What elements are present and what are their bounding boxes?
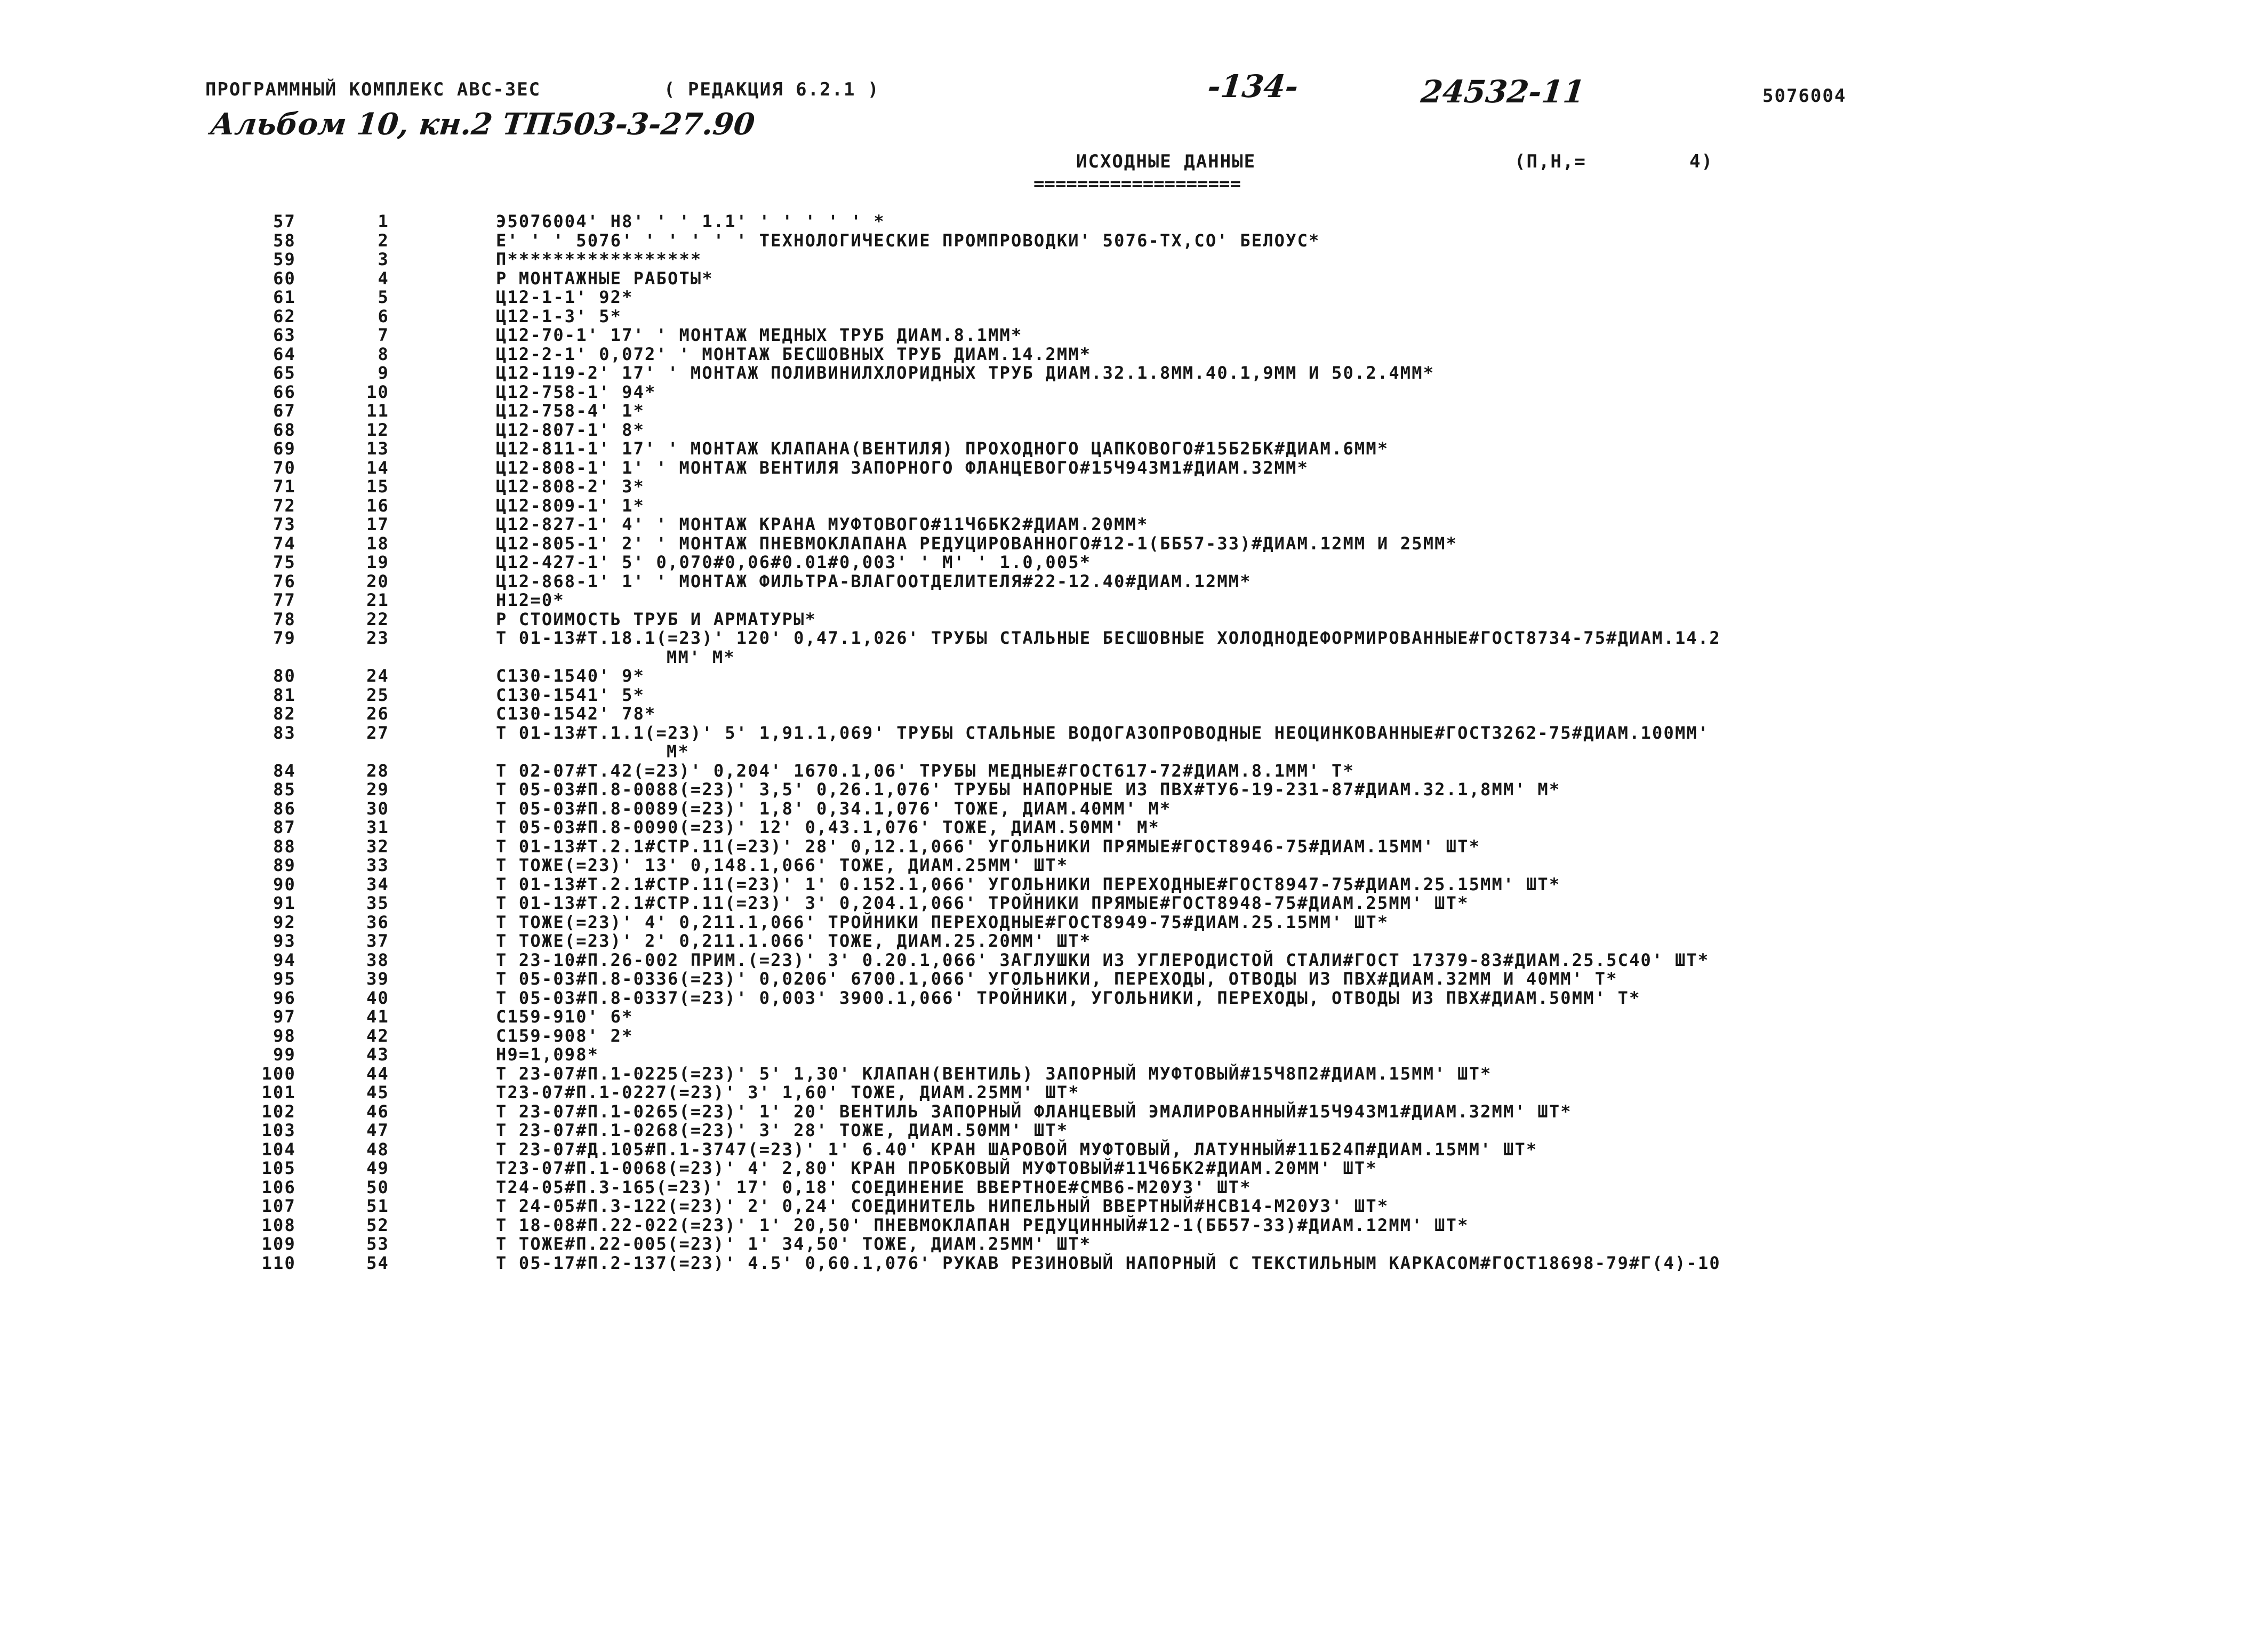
sheet-number: 4) — [1689, 151, 1713, 172]
row-record-number: 35 — [366, 893, 389, 913]
listing-row — [0, 1178, 2268, 1197]
row-content: Ц12-808-1' 1' ' МОНТАЖ ВЕНТИЛЯ ЗАПОРНОГО ФЛАНЦЕВОГО#15Ч943М1#ДИАМ.32ММ* — [496, 457, 1309, 478]
row-record-number: 17 — [366, 514, 389, 534]
listing-row — [0, 1197, 2268, 1216]
listing-row — [0, 572, 2268, 592]
row-line-number: 75 — [273, 552, 296, 572]
row-record-number: 21 — [366, 590, 389, 610]
row-line-number: 92 — [273, 912, 296, 932]
listing-row — [0, 667, 2268, 686]
listing-row — [0, 913, 2268, 932]
listing-row — [0, 989, 2268, 1008]
row-record-number: 22 — [366, 609, 389, 629]
row-record-number: 18 — [366, 533, 389, 554]
row-line-number: 87 — [273, 817, 296, 837]
row-line-number: 70 — [273, 457, 296, 478]
row-content: С159-910' 6* — [496, 1006, 634, 1027]
listing-row — [0, 440, 2268, 459]
row-record-number: 29 — [366, 779, 389, 800]
row-line-number: 103 — [261, 1120, 296, 1140]
listing-row — [0, 288, 2268, 307]
row-content: Ц12-758-1' 94* — [496, 381, 656, 402]
row-line-number: 69 — [273, 438, 296, 459]
row-content: С159-908' 2* — [496, 1025, 634, 1046]
row-content: Т ТОЖЕ#П.22-005(=23)' 1' 34,50' ТОЖЕ, ДИАМ.25ММ' ШТ* — [496, 1234, 1092, 1254]
listing-row — [0, 1121, 2268, 1140]
listing-row — [0, 345, 2268, 364]
row-content: Т24-05#П.3-165(=23)' 17' 0,18' СОЕДИНЕНИЕ ВВЕРТНОЕ#СМВ6-М20У3' ШТ* — [496, 1177, 1252, 1197]
row-content: Т 23-07#П.1-0265(=23)' 1' 20' ВЕНТИЛЬ ЗАПОРНЫЙ ФЛАНЦЕВЫЙ ЭМАЛИРОВАННЫЙ#15Ч943М1#ДИАМ.32ММ' ШТ* — [496, 1101, 1572, 1122]
row-record-number: 2 — [378, 230, 389, 251]
row-line-number: 93 — [273, 931, 296, 951]
row-line-number: 100 — [261, 1063, 296, 1084]
listing-row — [0, 1140, 2268, 1160]
row-content: Т 05-03#П.8-0337(=23)' 0,003' 3900.1,066' ТРОЙНИКИ, УГОЛЬНИКИ, ПЕРЕХОДЫ, ОТВОДЫ ИЗ ПВХ#ДИАМ.50ММ' Т* — [496, 987, 1641, 1008]
listing-row — [0, 837, 2268, 857]
listing-row — [0, 231, 2268, 251]
row-content: С130-1540' 9* — [496, 666, 645, 686]
row-content: Ц12-868-1' 1' ' МОНТАЖ ФИЛЬТРА-ВЛАГООТДЕЛИТЕЛЯ#22-12.40#ДИАМ.12ММ* — [496, 571, 1252, 592]
row-content: Ц12-427-1' 5' 0,070#0,06#0.01#0,003' ' М' ' 1.0,005* — [496, 552, 1092, 572]
listing-row — [0, 364, 2268, 383]
row-content: Т 05-03#П.8-0088(=23)' 3,5' 0,26.1,076' ТРУБЫ НАПОРНЫЕ ИЗ ПВХ#ТУ6-19-231-87#ДИАМ.32.1,8ММ' М* — [496, 779, 1561, 800]
row-content: С130-1541' 5* — [496, 684, 645, 705]
row-continuation: М* — [667, 741, 690, 762]
object-code: 5076004 — [1762, 85, 1847, 107]
row-line-number: 97 — [273, 1006, 296, 1027]
row-record-number: 39 — [366, 969, 389, 989]
row-line-number: 104 — [261, 1139, 296, 1160]
row-record-number: 19 — [366, 552, 389, 572]
row-record-number: 1 — [378, 211, 389, 231]
row-content: Т 23-07#Д.105#П.1-3747(=23)' 1' 6.40' КРАН ШАРОВОЙ МУФТОВЫЙ, ЛАТУННЫЙ#11Б24П#ДИАМ.15ММ' ШТ* — [496, 1139, 1538, 1160]
row-line-number: 77 — [273, 590, 296, 610]
row-line-number: 102 — [261, 1101, 296, 1122]
row-line-number: 107 — [261, 1196, 296, 1216]
document-code: 24532-11 — [1419, 74, 1587, 110]
row-record-number: 7 — [378, 325, 389, 345]
listing-row — [0, 307, 2268, 326]
row-line-number: 80 — [273, 666, 296, 686]
row-content: Ц12-808-2' 3* — [496, 476, 645, 497]
row-record-number: 4 — [378, 268, 389, 289]
row-record-number: 38 — [366, 949, 389, 970]
row-content: Ц12-1-3' 5* — [496, 306, 622, 326]
listing-row — [0, 1065, 2268, 1084]
row-content: Т ТОЖЕ(=23)' 4' 0,211.1,066' ТРОЙНИКИ ПЕРЕХОДНЫЕ#ГОСТ8949-75#ДИАМ.25.15ММ' ШТ* — [496, 912, 1389, 932]
listing-row — [0, 780, 2268, 800]
row-record-number: 11 — [366, 401, 389, 421]
row-record-number: 8 — [378, 343, 389, 364]
row-content: Е' ' ' 5076' ' ' ' ' ' ТЕХНОЛОГИЧЕСКИЕ ПРОМПРОВОДКИ' 5076-ТХ,СО' БЕЛОУС* — [496, 230, 1320, 251]
listing-row — [0, 459, 2268, 478]
listing-row — [0, 1216, 2268, 1235]
listing-row — [0, 1235, 2268, 1254]
row-content: Н12=0* — [496, 590, 565, 610]
row-line-number: 64 — [273, 343, 296, 364]
row-content: Т23-07#П.1-0068(=23)' 4' 2,80' КРАН ПРОБКОВЫЙ МУФТОВЫЙ#11Ч6БК2#ДИАМ.20ММ' ШТ* — [496, 1158, 1377, 1178]
row-line-number: 110 — [261, 1252, 296, 1273]
listing-row — [0, 970, 2268, 989]
program-name: ПРОГРАММНЫЙ КОМПЛЕКС АВС-3ЕС — [205, 79, 541, 100]
row-line-number: 109 — [261, 1234, 296, 1254]
row-content: С130-1542' 78* — [496, 704, 656, 724]
row-content: Т 05-17#П.2-137(=23)' 4.5' 0,60.1,076' РУКАВ РЕЗИНОВЫЙ НАПОРНЫЙ С ТЕКСТИЛЬНЫМ КАРКАСОМ#ГОСТ18698-79#Г(4)-10 — [496, 1252, 1721, 1273]
row-content: Ц12-827-1' 4' ' МОНТАЖ КРАНА МУФТОВОГО#11Ч6БК2#ДИАМ.20ММ* — [496, 514, 1149, 534]
row-record-number: 28 — [366, 760, 389, 781]
row-content: Ц12-1-1' 92* — [496, 287, 634, 307]
row-record-number: 26 — [366, 704, 389, 724]
row-record-number: 41 — [366, 1006, 389, 1027]
row-line-number: 76 — [273, 571, 296, 592]
edition-label: ( РЕДАКЦИЯ 6.2.1 ) — [664, 79, 880, 100]
row-content: П***************** — [496, 249, 702, 269]
row-line-number: 99 — [273, 1044, 296, 1065]
row-line-number: 61 — [273, 287, 296, 307]
row-record-number: 44 — [366, 1063, 389, 1084]
row-record-number: 46 — [366, 1101, 389, 1122]
listing-row — [0, 1102, 2268, 1122]
row-line-number: 84 — [273, 760, 296, 781]
listing-row — [0, 212, 2268, 231]
listing-row — [0, 269, 2268, 289]
row-record-number: 43 — [366, 1044, 389, 1065]
listing-row — [0, 1083, 2268, 1102]
row-line-number: 101 — [261, 1082, 296, 1102]
row-content: Т 05-03#П.8-0336(=23)' 0,0206' 6700.1,066' УГОЛЬНИКИ, ПЕРЕХОДЫ, ОТВОДЫ ИЗ ПВХ#ДИАМ.32ММ И 40ММ' Т* — [496, 969, 1618, 989]
row-line-number: 98 — [273, 1025, 296, 1046]
row-record-number: 33 — [366, 855, 389, 875]
sheet-label: (П,Н,= — [1514, 151, 1586, 172]
row-content: Т 01-13#Т.2.1#СТР.11(=23)' 1' 0.152.1,066' УГОЛЬНИКИ ПЕРЕХОДНЫЕ#ГОСТ8947-75#ДИАМ.25.15ММ' ШТ* — [496, 874, 1561, 894]
row-content: Ц12-809-1' 1* — [496, 495, 645, 516]
row-line-number: 94 — [273, 949, 296, 970]
row-content: Т 23-07#П.1-0225(=23)' 5' 1,30' КЛАПАН(ВЕНТИЛЬ) ЗАПОРНЫЙ МУФТОВЫЙ#15Ч8П2#ДИАМ.15ММ' ШТ* — [496, 1063, 1492, 1084]
listing-row — [0, 705, 2268, 724]
row-record-number: 9 — [378, 363, 389, 383]
row-record-number: 47 — [366, 1120, 389, 1140]
row-line-number: 68 — [273, 419, 296, 440]
row-line-number: 74 — [273, 533, 296, 554]
row-line-number: 81 — [273, 684, 296, 705]
row-content: Т 01-13#Т.2.1#СТР.11(=23)' 28' 0,12.1,066' УГОЛЬНИКИ ПРЯМЫЕ#ГОСТ8946-75#ДИАМ.15ММ' ШТ* — [496, 836, 1481, 857]
row-content: Ц12-805-1' 2' ' МОНТАЖ ПНЕВМОКЛАПАНА РЕДУЦИРОВАННОГО#12-1(ББ57-33)#ДИАМ.12ММ И 25ММ* — [496, 533, 1458, 554]
listing-row — [0, 250, 2268, 269]
row-record-number: 31 — [366, 817, 389, 837]
row-record-number: 24 — [366, 666, 389, 686]
row-content: Т 05-03#П.8-0090(=23)' 12' 0,43.1,076' ТОЖЕ, ДИАМ.50ММ' М* — [496, 817, 1160, 837]
listing-row — [0, 1027, 2268, 1046]
row-continuation: ММ' М* — [667, 646, 735, 667]
row-record-number: 15 — [366, 476, 389, 497]
row-line-number: 79 — [273, 628, 296, 648]
row-record-number: 13 — [366, 438, 389, 459]
row-line-number: 95 — [273, 969, 296, 989]
listing-row — [0, 497, 2268, 516]
row-content: Ц12-2-1' 0,072' ' МОНТАЖ БЕСШОВНЫХ ТРУБ ДИАМ.14.2ММ* — [496, 343, 1092, 364]
row-record-number: 10 — [366, 381, 389, 402]
row-line-number: 88 — [273, 836, 296, 857]
row-record-number: 20 — [366, 571, 389, 592]
row-content: Т ТОЖЕ(=23)' 13' 0,148.1,066' ТОЖЕ, ДИАМ.25ММ' ШТ* — [496, 855, 1069, 875]
row-content: Т 18-08#П.22-022(=23)' 1' 20,50' ПНЕВМОКЛАПАН РЕДУЦИННЫЙ#12-1(ББ57-33)#ДИАМ.12ММ' ШТ* — [496, 1214, 1469, 1235]
title-underline: =================== — [1033, 173, 1241, 195]
row-line-number: 108 — [261, 1214, 296, 1235]
row-content: Т 23-07#П.1-0268(=23)' 3' 28' ТОЖЕ, ДИАМ.50ММ' ШТ* — [496, 1120, 1069, 1140]
row-record-number: 16 — [366, 495, 389, 516]
row-content: Т ТОЖЕ(=23)' 2' 0,211.1.066' ТОЖЕ, ДИАМ.25.20ММ' ШТ* — [496, 931, 1092, 951]
row-line-number: 91 — [273, 893, 296, 913]
row-record-number: 6 — [378, 306, 389, 326]
row-record-number: 5 — [378, 287, 389, 307]
row-content: Ц12-758-4' 1* — [496, 401, 645, 421]
listing-row — [0, 686, 2268, 705]
listing-row — [0, 534, 2268, 554]
row-line-number: 89 — [273, 855, 296, 875]
row-line-number: 60 — [273, 268, 296, 289]
row-content: Т23-07#П.1-0227(=23)' 3' 1,60' ТОЖЕ, ДИАМ.25ММ' ШТ* — [496, 1082, 1080, 1102]
row-content: Н9=1,098* — [496, 1044, 599, 1065]
row-content: Ц12-807-1' 8* — [496, 419, 645, 440]
row-content: Т 05-03#П.8-0089(=23)' 1,8' 0,34.1,076' ТОЖЕ, ДИАМ.40ММ' М* — [496, 798, 1172, 819]
row-line-number: 82 — [273, 704, 296, 724]
listing-row — [0, 1159, 2268, 1178]
row-content: Ц12-70-1' 17' ' МОНТАЖ МЕДНЫХ ТРУБ ДИАМ.8.1ММ* — [496, 325, 1023, 345]
row-content: Р СТОИМОСТЬ ТРУБ И АРМАТУРЫ* — [496, 609, 817, 629]
row-record-number: 42 — [366, 1025, 389, 1046]
listing-row — [0, 1008, 2268, 1027]
row-line-number: 83 — [273, 722, 296, 743]
row-line-number: 73 — [273, 514, 296, 534]
row-line-number: 105 — [261, 1158, 296, 1178]
row-record-number: 14 — [366, 457, 389, 478]
row-line-number: 63 — [273, 325, 296, 345]
row-record-number: 50 — [366, 1177, 389, 1197]
listing-row — [0, 1254, 2268, 1273]
row-record-number: 48 — [366, 1139, 389, 1160]
row-record-number: 40 — [366, 987, 389, 1008]
row-content: Т 02-07#Т.42(=23)' 0,204' 1670.1,06' ТРУБЫ МЕДНЫЕ#ГОСТ617-72#ДИАМ.8.1ММ' Т* — [496, 760, 1355, 781]
listing-row — [0, 553, 2268, 572]
data-listing — [0, 212, 2268, 1273]
listing-row — [0, 383, 2268, 402]
row-record-number: 3 — [378, 249, 389, 269]
row-content: Т 01-13#Т.18.1(=23)' 120' 0,47.1,026' ТРУБЫ СТАЛЬНЫЕ БЕСШОВНЫЕ ХОЛОДНОДЕФОРМИРОВАННЫЕ#ГОСТ8734-75#ДИАМ.14.2 — [496, 628, 1721, 648]
row-record-number: 37 — [366, 931, 389, 951]
row-record-number: 51 — [366, 1196, 389, 1216]
listing-row — [0, 951, 2268, 970]
page-number: -134- — [1206, 68, 1300, 105]
listing-row — [0, 326, 2268, 345]
row-line-number: 65 — [273, 363, 296, 383]
row-content: Р МОНТАЖНЫЕ РАБОТЫ* — [496, 268, 714, 289]
row-line-number: 86 — [273, 798, 296, 819]
row-record-number: 45 — [366, 1082, 389, 1102]
row-record-number: 53 — [366, 1234, 389, 1254]
row-line-number: 90 — [273, 874, 296, 894]
row-record-number: 12 — [366, 419, 389, 440]
row-content: Ц12-811-1' 17' ' МОНТАЖ КЛАПАНА(ВЕНТИЛЯ) ПРОХОДНОГО ЦАПКОВОГО#15Б2БК#ДИАМ.6ММ* — [496, 438, 1389, 459]
row-content: Т 01-13#Т.2.1#СТР.11(=23)' 3' 0,204.1,066' ТРОЙНИКИ ПРЯМЫЕ#ГОСТ8948-75#ДИАМ.25ММ' ШТ* — [496, 893, 1469, 913]
row-record-number: 25 — [366, 684, 389, 705]
row-line-number: 66 — [273, 381, 296, 402]
row-content: Т 23-10#П.26-002 ПРИМ.(=23)' 3' 0.20.1,066' ЗАГЛУШКИ ИЗ УГЛЕРОДИСТОЙ СТАЛИ#ГОСТ 17379-83#ДИАМ.25.5С40' ШТ* — [496, 949, 1710, 970]
row-line-number: 62 — [273, 306, 296, 326]
row-record-number: 36 — [366, 912, 389, 932]
row-line-number: 78 — [273, 609, 296, 629]
row-content: Ц12-119-2' 17' ' МОНТАЖ ПОЛИВИНИЛХЛОРИДНЫХ ТРУБ ДИАМ.32.1.8ММ.40.1,9ММ И 50.2.4ММ* — [496, 363, 1435, 383]
row-record-number: 54 — [366, 1252, 389, 1273]
listing-row — [0, 402, 2268, 421]
row-line-number: 57 — [273, 211, 296, 231]
listing-row — [0, 724, 2268, 762]
row-record-number: 49 — [366, 1158, 389, 1178]
listing-row — [0, 591, 2268, 610]
row-line-number: 67 — [273, 401, 296, 421]
listing-row — [0, 629, 2268, 667]
listing-row — [0, 1045, 2268, 1065]
listing-row — [0, 932, 2268, 951]
listing-row — [0, 875, 2268, 894]
row-record-number: 32 — [366, 836, 389, 857]
listing-row — [0, 762, 2268, 781]
row-line-number: 96 — [273, 987, 296, 1008]
row-line-number: 58 — [273, 230, 296, 251]
listing-row — [0, 818, 2268, 837]
row-record-number: 23 — [366, 628, 389, 648]
row-content: Э5076004' Н8' ' ' 1.1' ' ' ' ' ' * — [496, 211, 885, 231]
section-title: ИСХОДНЫЕ ДАННЫЕ — [1076, 151, 1256, 172]
listing-row — [0, 421, 2268, 440]
row-line-number: 106 — [261, 1177, 296, 1197]
listing-row — [0, 477, 2268, 497]
listing-row — [0, 515, 2268, 534]
row-line-number: 59 — [273, 249, 296, 269]
row-content: Т 01-13#Т.1.1(=23)' 5' 1,91.1,069' ТРУБЫ СТАЛЬНЫЕ ВОДОГАЗОПРОВОДНЫЕ НЕОЦИНКОВАННЫЕ#ГОСТ3262-75#ДИАМ.100ММ' — [496, 722, 1710, 743]
listing-row — [0, 856, 2268, 875]
row-record-number: 52 — [366, 1214, 389, 1235]
listing-row — [0, 894, 2268, 913]
row-line-number: 72 — [273, 495, 296, 516]
row-record-number: 27 — [366, 722, 389, 743]
listing-row — [0, 610, 2268, 629]
row-line-number: 71 — [273, 476, 296, 497]
row-record-number: 30 — [366, 798, 389, 819]
row-line-number: 85 — [273, 779, 296, 800]
row-record-number: 34 — [366, 874, 389, 894]
album-reference: Альбом 10, кн.2 ТП503-3-27.90 — [209, 107, 757, 142]
listing-row — [0, 800, 2268, 819]
row-content: Т 24-05#П.3-122(=23)' 2' 0,24' СОЕДИНИТЕЛЬ НИПЕЛЬНЫЙ ВВЕРТНЫЙ#НСВ14-М20У3' ШТ* — [496, 1196, 1389, 1216]
